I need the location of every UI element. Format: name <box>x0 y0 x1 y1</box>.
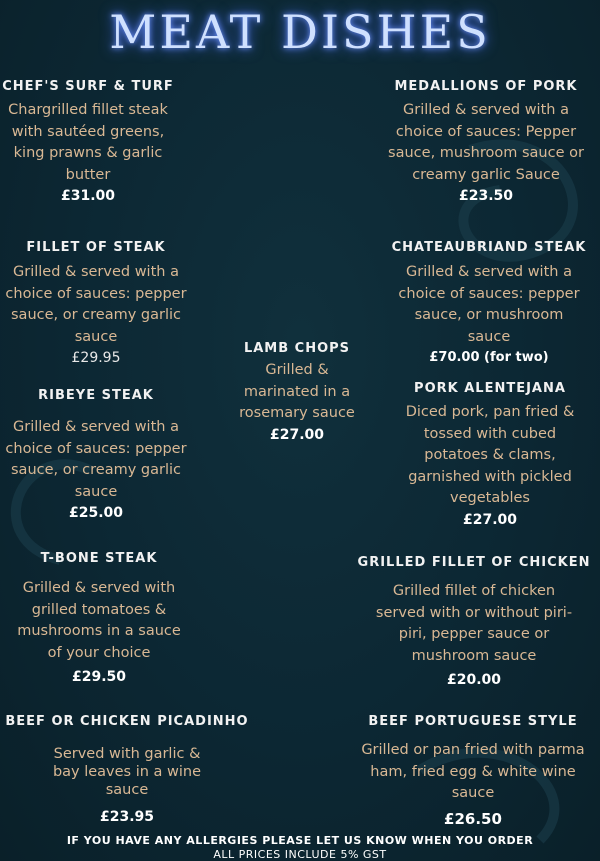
dish-name: FILLET OF STEAK <box>26 240 166 255</box>
dish-name: GRILLED FILLET OF CHICKEN <box>357 555 591 570</box>
dish-name: BEEF PORTUGUESE STYLE <box>368 714 578 729</box>
dish-price: £70.00 (for two) <box>429 350 549 365</box>
dish-price: £29.50 <box>71 669 127 685</box>
dish-description: Grilled fillet of chicken served with or without piri-piri, pepper sauce or mushroom sauce <box>375 583 573 664</box>
menu-item-chicken-fillet <box>352 554 596 690</box>
dish-price: £27.00 <box>462 511 518 528</box>
dish-name: BEEF OR CHICKEN PICADINHO <box>5 714 249 729</box>
dish-price: £23.50 <box>458 188 514 204</box>
dish-price: £26.50 <box>444 809 502 828</box>
dish-price: £27.00 <box>269 426 325 443</box>
page-title: MEAT DISHES <box>109 5 491 59</box>
dish-description: Grilled & marinated in a rosemary sauce <box>239 362 355 421</box>
dish-name: CHATEAUBRIAND STEAK <box>391 240 587 255</box>
dish-description: Grilled & served with a choice of sauces: pepper sauce, or creamy garlic sauce <box>5 264 187 345</box>
dish-name: RIBEYE STEAK <box>38 388 154 403</box>
dish-name: CHEF'S SURF & TURF <box>2 79 174 94</box>
menu-item-surf-turf <box>0 78 176 206</box>
menu-item-medallions-pork <box>386 78 586 206</box>
dish-price: £20.00 <box>446 672 502 688</box>
gst-notice: ALL PRICES INCLUDE 5% GST <box>213 848 387 861</box>
menu-item-lamb-chops <box>232 340 362 445</box>
dish-description: Grilled & served with a choice of sauces: pepper sauce, or mushroom sauce <box>398 264 580 345</box>
menu-item-chateaubriand <box>386 239 592 368</box>
dish-price: £25.00 <box>68 505 124 521</box>
menu-item-ribeye-steak <box>0 387 192 523</box>
dish-description: Diced pork, pan fried & tossed with cubed potatoes & clams, garnished with pickled vegetables <box>405 404 575 506</box>
menu-item-t-bone-steak <box>10 550 188 687</box>
dish-price: £31.00 <box>60 188 116 204</box>
dish-name: LAMB CHOPS <box>243 341 351 356</box>
dish-name: MEDALLIONS OF PORK <box>394 79 578 94</box>
menu-item-beef-portuguese <box>346 713 600 829</box>
menu-item-picadinho <box>0 713 254 827</box>
dish-description: Grilled or pan fried with parma ham, fried egg & white wine sauce <box>361 742 585 801</box>
dish-price: £29.95 <box>71 350 121 366</box>
dish-price: £23.95 <box>99 809 155 825</box>
allergy-notice: IF YOU HAVE ANY ALLERGIES PLEASE LET US KNOW WHEN YOU ORDER <box>66 834 534 847</box>
dish-description: Grilled & served with grilled tomatoes & mushrooms in a sauce of your choice <box>17 580 181 661</box>
dish-name: T-BONE STEAK <box>40 551 158 566</box>
dish-name: PORK ALENTEJANA <box>414 381 566 396</box>
dish-description: Grilled & served with a choice of sauces: pepper sauce, or creamy garlic sauce <box>5 419 187 500</box>
dish-description: Chargrilled fillet steak with sautéed greens, king prawns & garlic butter <box>8 102 168 183</box>
dish-description: Grilled & served with a choice of sauces: Pepper sauce, mushroom sauce or creamy garlic Sauce <box>388 102 584 183</box>
menu-item-pork-alentejana <box>390 380 590 530</box>
menu-item-fillet-steak <box>0 239 192 368</box>
dish-description: Served with garlic & bay leaves in a wine sauce <box>52 746 202 798</box>
